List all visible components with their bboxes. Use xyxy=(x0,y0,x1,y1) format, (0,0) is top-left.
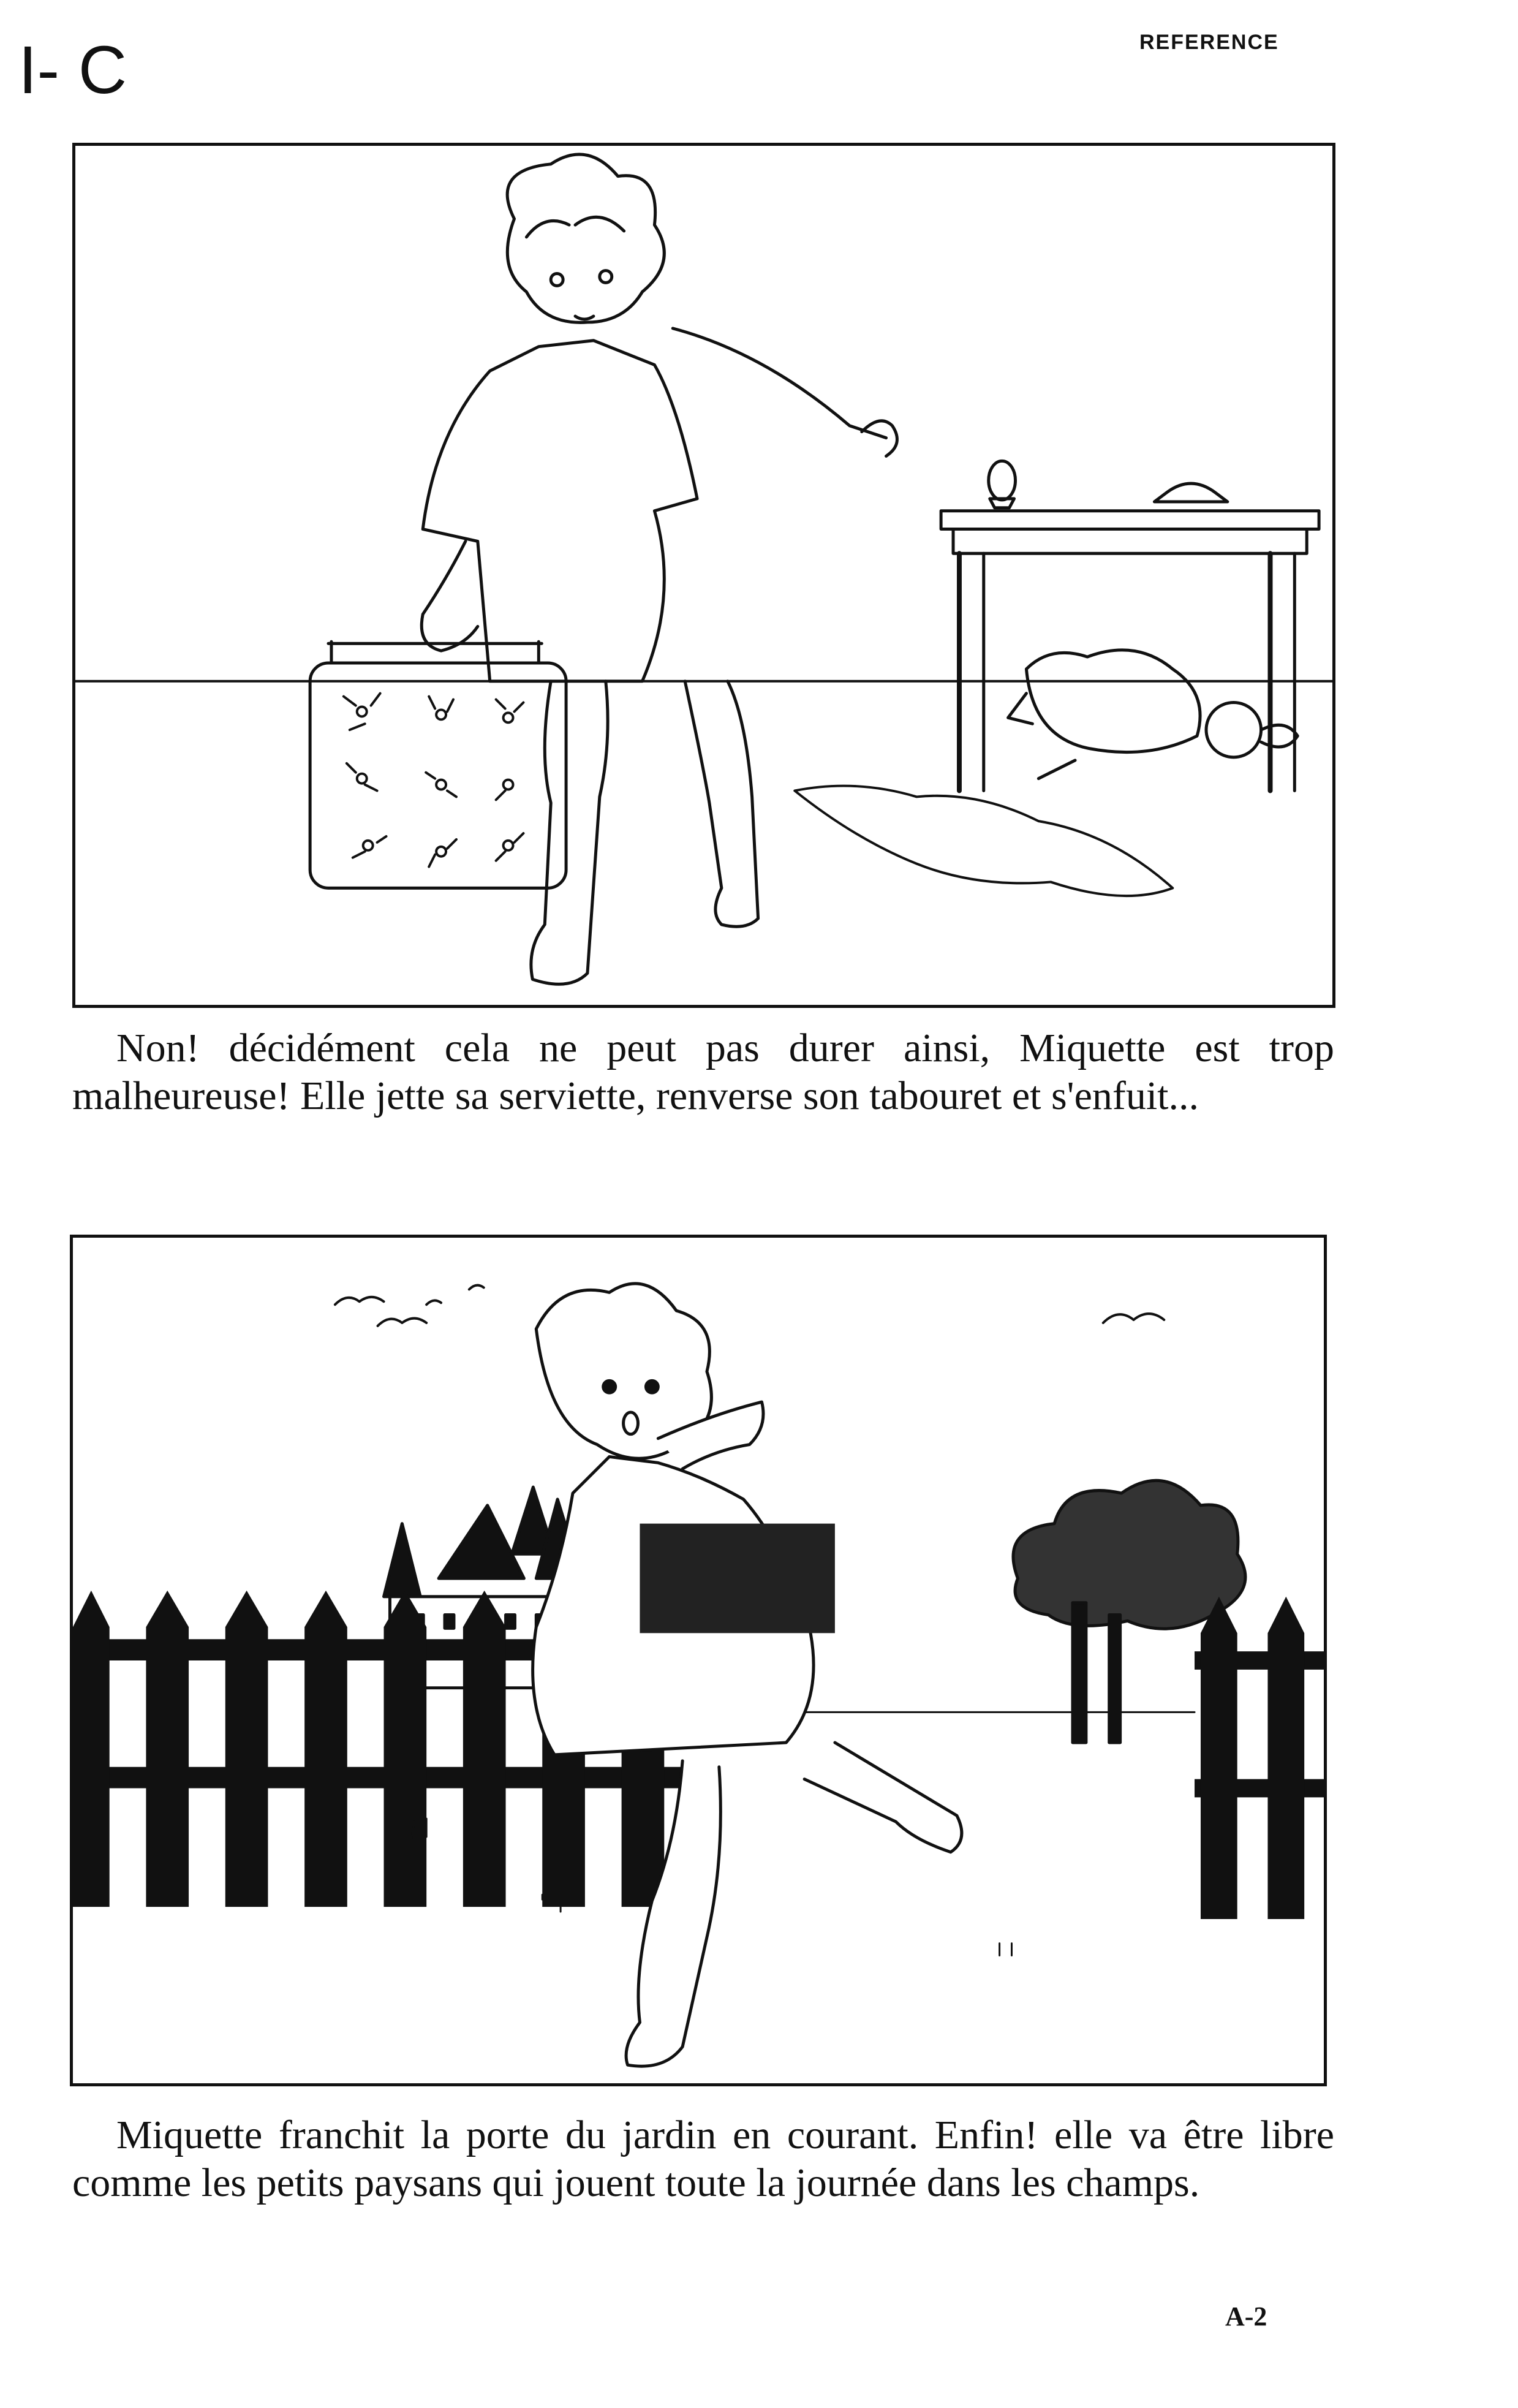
girl-drawing xyxy=(421,154,897,984)
right-fence-drawing xyxy=(1195,1597,1324,1919)
page-number: A-2 xyxy=(1225,2301,1267,2331)
overturned-stool-drawing xyxy=(310,642,566,888)
panel-2-caption: Miquette franchit la porte du jardin en courant. Enfin! elle va être libre comme les petits paysans qui jouent toute la journée dans les champs. xyxy=(72,2113,1334,2205)
fallen-doll-drawing xyxy=(1008,650,1298,779)
panel-1-caption: Non! décidément cela ne peut pas durer ainsi, Miquette est trop malheureuse! Elle jette sa serviette, renverse son tabouret et s'enfuit... xyxy=(72,1026,1334,1118)
page-corner-mark: I- C xyxy=(18,32,127,108)
running-girl-drawing xyxy=(533,1284,962,2066)
napkin-drawing xyxy=(795,786,1172,896)
illustration-panel-1 xyxy=(72,143,1335,1008)
birds-drawing xyxy=(335,1285,1164,1326)
reference-stamp: REFERENCE xyxy=(1139,31,1279,54)
illustration-panel-2 xyxy=(70,1235,1327,2086)
